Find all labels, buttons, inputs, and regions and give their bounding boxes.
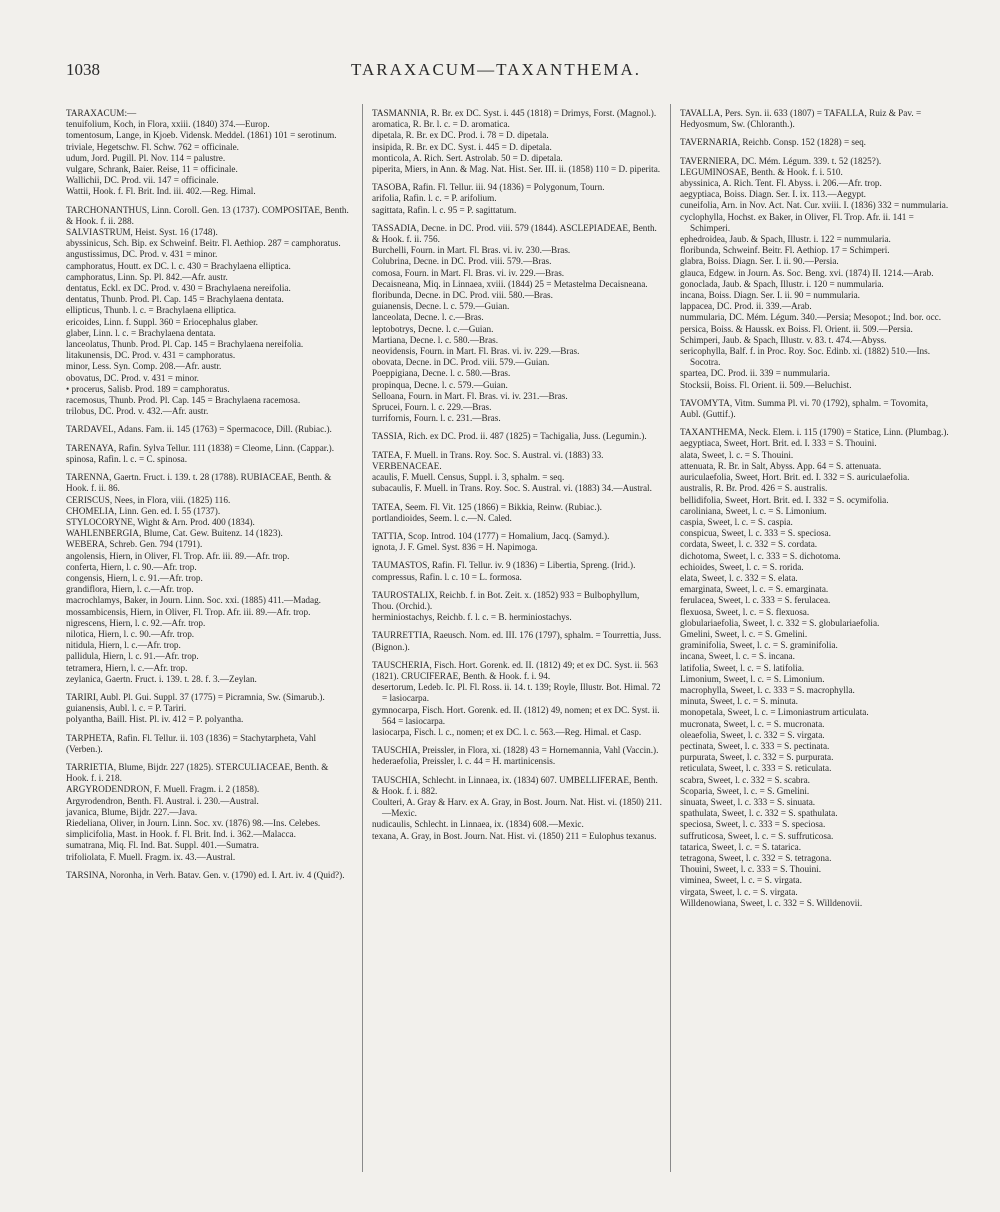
entry-line: graminifolia, Sweet, l. c. = S. graminifolia. xyxy=(680,640,838,651)
entry-line: Riedeliana, Oliver, in Journ. Linn. Soc. xv. (1876) 98.—Ins. Celebes. xyxy=(66,817,321,828)
entry-line: spinosa, Rafin. l. c. = C. spinosa. xyxy=(66,453,188,464)
entry-line: incana, Sweet, l. c. = S. incana. xyxy=(680,651,795,662)
entry-line: ferulacea, Sweet, l. c. 333 = S. ferulacea. xyxy=(680,595,831,606)
entry-line: caroliniana, Sweet, l. c. = S. Limonium. xyxy=(680,505,827,516)
entry-line: angolensis, Hiern, in Oliver, Fl. Trop. Afr. iii. 89.—Afr. trop. xyxy=(66,550,290,561)
entry-line: arifolia, Rafin. l. c. = P. arifolium. xyxy=(372,193,497,204)
entry-heading: TARRIETIA, Blume, Bijdr. 227 (1825). STERCULIACEAE, Benth. & Hook. f. i. 218. xyxy=(66,761,329,784)
entry-line: virgata, Sweet, l. c. = S. virgata. xyxy=(680,886,798,897)
entry-line: ARGYRODENDRON, F. Muell. Fragm. i. 2 (1858). xyxy=(66,784,260,795)
entry-line: CHOMELIA, Linn. Gen. ed. I. 55 (1737). xyxy=(66,505,221,516)
entry-line: neovidensis, Fourn. in Mart. Fl. Bras. vi. iv. 229.—Bras. xyxy=(372,346,580,357)
entry-line: Stocksii, Boiss. Fl. Orient. ii. 509.—Beluchist. xyxy=(680,379,852,390)
entry-line: Martiana, Decne. l. c. 580.—Bras. xyxy=(372,334,499,345)
entry-line: STYLOCORYNE, Wight & Arn. Prod. 400 (1834). xyxy=(66,516,255,527)
entry-line: australis, R. Br. Prod. 426 = S. australis. xyxy=(680,483,828,494)
entry-line: dentatus, Thunb. Prod. Pl. Cap. 145 = Brachylaena dentata. xyxy=(66,294,284,305)
entry-line: lappacea, DC. Prod. ii. 339.—Arab. xyxy=(680,301,812,312)
entry-line: guianensis, Decne. l. c. 579.—Guian. xyxy=(372,301,510,312)
entry-line: lanceolata, Decne. l. c.—Bras. xyxy=(372,312,484,323)
entry-line: Selloana, Fourn. in Mart. Fl. Bras. vi. iv. 231.—Bras. xyxy=(372,390,568,401)
entry-line: nilotica, Hiern, l. c. 90.—Afr. trop. xyxy=(66,628,195,639)
entry-line: oleaefolia, Sweet, l. c. 332 = S. virgata. xyxy=(680,729,825,740)
genus-entry xyxy=(66,443,352,465)
entry-heading: TAVERNARIA, Reichb. Consp. 152 (1828) = seq. xyxy=(680,137,866,148)
entry-line: flexuosa, Sweet, l. c. = S. flexuosa. xyxy=(680,606,810,617)
entry-heading: TATEA, F. Muell. in Trans. Roy. Soc. S. Austral. vi. (1883) 33. VERBENACEAE. xyxy=(372,449,604,471)
entry-line: sumatrana, Miq. Fl. Ind. Bat. Suppl. 401.—Sumatra. xyxy=(66,840,259,851)
entry-line: angustissimus, DC. Prod. v. 431 = minor. xyxy=(66,249,218,260)
entry-line: pectinata, Sweet, l. c. 333 = S. pectinata. xyxy=(680,740,830,751)
entry-line: monticola, A. Rich. Sert. Astrolab. 50 = D. dipetala. xyxy=(372,152,563,163)
entry-line: speciosa, Sweet, l. c. 333 = S. speciosa. xyxy=(680,819,826,830)
entry-line: lanceolatus, Thunb. Prod. Pl. Cap. 145 = Brachylaena nereifolia. xyxy=(66,339,304,350)
entry-line: propinqua, Decne. l. c. 579.—Guian. xyxy=(372,379,508,390)
genus-entry xyxy=(372,450,662,495)
entry-line: obovatus, DC. Prod. v. 431 = minor. xyxy=(66,372,199,383)
genus-entry xyxy=(372,108,662,175)
entry-line: nitidula, Hiern, l. c.—Afr. trop. xyxy=(66,640,181,651)
entry-line: macrochlamys, Baker, in Journ. Linn. Soc. xxi. (1885) 411.—Madag. xyxy=(66,595,321,606)
entry-line: mossambicensis, Hiern, in Oliver, Fl. Trop. Afr. iii. 89.—Afr. trop. xyxy=(66,606,311,617)
running-title: TARAXACUM—TAXANTHEMA. xyxy=(350,60,642,79)
entry-heading: TASSADIA, Decne. in DC. Prod. viii. 579 (1844). ASCLEPIADEAE, Benth. & Hook. f. ii. 756. xyxy=(372,222,657,245)
entry-line: trilobus, DC. Prod. v. 432.—Afr. austr. xyxy=(66,406,209,417)
entry-heading: TARSINA, Noronha, in Verh. Batav. Gen. v. (1790) ed. I. Art. iv. 4 (Quid?). xyxy=(66,869,345,880)
genus-entry xyxy=(372,630,662,652)
entry-line: camphoratus, Linn. Sp. Pl. 842.—Afr. austr. xyxy=(66,271,228,282)
entry-line: alata, Sweet, l. c. = S. Thouini. xyxy=(680,449,794,460)
entry-line: congensis, Hiern, l. c. 91.—Afr. trop. xyxy=(66,572,203,583)
column-rule xyxy=(670,104,671,1172)
entry-heading: TARIRI, Aubl. Pl. Gui. Suppl. 37 (1775) = Picramnia, Sw. (Simarub.). xyxy=(66,691,325,702)
entry-line: Argyrodendron, Benth. Fl. Austral. i. 230.—Austral. xyxy=(66,795,259,806)
entry-line: pallidula, Hiern, l. c. 91.—Afr. trop. xyxy=(66,651,199,662)
genus-entry xyxy=(680,108,950,130)
entry-line: gymnocarpa, Fisch. Hort. Gorenk. ed. II. (1812) 49, nomen; et ex DC. Syst. ii. 564 = lasiocarpa. xyxy=(372,704,660,726)
entry-line: piperita, Miers, in Ann. & Mag. Nat. Hist. Ser. III. ii. (1858) 110 = D. piperita. xyxy=(372,164,661,175)
entry-line: grandiflora, Hiern, l. c.—Afr. trop. xyxy=(66,584,194,595)
entry-line: Thouini, Sweet, l. c. 333 = S. Thouini. xyxy=(680,864,822,875)
entry-line: conferta, Hiern, l. c. 90.—Afr. trop. xyxy=(66,561,197,572)
entry-line: dipetala, R. Br. ex DC. Prod. i. 78 = D. dipetala. xyxy=(372,130,549,141)
column-2 xyxy=(372,108,662,849)
column-1 xyxy=(66,108,352,888)
entry-line: attenuata, R. Br. in Salt, Abyss. App. 64 = S. attenuata. xyxy=(680,460,882,471)
entry-line: floribunda, Decne. in DC. Prod. viii. 580.—Bras. xyxy=(372,290,553,301)
entry-line: sericophylla, Balf. f. in Proc. Roy. Soc. Edinb. xi. (1882) 510.—Ins. Socotra. xyxy=(680,346,930,368)
entry-line: CERISCUS, Nees, in Flora, viii. (1825) 116. xyxy=(66,494,231,505)
entry-line: portlandioides, Seem. l. c.—N. Caled. xyxy=(372,512,512,523)
entry-heading: TARCHONANTHUS, Linn. Coroll. Gen. 13 (1737). COMPOSITAE, Benth. & Hook. f. ii. 288. xyxy=(66,204,349,226)
entry-line: latifolia, Sweet, l. c. = S. latifolia. xyxy=(680,662,805,673)
column-3 xyxy=(680,108,950,916)
genus-entry xyxy=(66,870,352,881)
entry-line: reticulata, Sweet, l. c. 333 = S. reticulata. xyxy=(680,763,832,774)
entry-line: sagittata, Rafin. l. c. 95 = P. sagittatum. xyxy=(372,204,517,215)
entry-line: zeylanica, Gaertn. Fruct. i. 139. t. 28. f. 3.—Zeylan. xyxy=(66,673,257,684)
genus-entry xyxy=(66,424,352,435)
genus-entry xyxy=(66,108,352,198)
entry-line: purpurata, Sweet, l. c. 332 = S. purpurata. xyxy=(680,752,834,763)
entry-heading: TAVALLA, Pers. Syn. ii. 633 (1807) = TAFALLA, Ruiz & Pav. = Hedyosmum, Sw. (Chloranth.). xyxy=(680,108,922,130)
entry-line: tatarica, Sweet, l. c. = S. tatarica. xyxy=(680,841,801,852)
entry-line: glauca, Edgew. in Journ. As. Soc. Beng. xvi. (1874) II. 1214.—Arab. xyxy=(680,267,934,278)
entry-line: subacaulis, F. Muell. in Trans. Roy. Soc. S. Austral. vi. (1883) 34.—Austral. xyxy=(372,483,652,494)
entry-line: floribunda, Schweinf. Beitr. Fl. Aethiop. 17 = Schimperi. xyxy=(680,245,890,256)
entry-line: scabra, Sweet, l. c. 332 = S. scabra. xyxy=(680,774,810,785)
entry-line: desertorum, Ledeb. Ic. Pl. Fl. Ross. ii. 14. t. 139; Royle, Illustr. Bot. Himal. 72 = lasiocarpa. xyxy=(372,682,661,704)
genus-entry xyxy=(680,398,950,420)
entry-line: spathulata, Sweet, l. c. 332 = S. spathulata. xyxy=(680,808,838,819)
entry-line: acaulis, F. Muell. Census, Suppl. i. 3, sphalm. = seq. xyxy=(372,472,565,483)
entry-line: auriculaefolia, Sweet, Hort. Brit. ed. I. 332 = S. auriculaefolia. xyxy=(680,472,910,483)
entry-line: Decaisneana, Miq. in Linnaea, xviii. (1844) 25 = Metastelma Decaisneana. xyxy=(372,278,648,289)
entry-line: WAHLENBERGIA, Blume, Cat. Gew. Buitenz. 14 (1823). xyxy=(66,528,283,539)
genus-entry xyxy=(372,182,662,216)
entry-line: Limonium, Sweet, l. c. = S. Limonium. xyxy=(680,673,825,684)
entry-line: Schimperi, Jaub. & Spach, Illustr. v. 83. t. 474.—Abyss. xyxy=(680,334,887,345)
entry-line: litakunensis, DC. Prod. v. 431 = camphoratus. xyxy=(66,350,236,361)
entry-heading: TASSIA, Rich. ex DC. Prod. ii. 487 (1825) = Tachigalia, Juss. (Legumin.). xyxy=(372,431,647,442)
entry-line: nummularia, DC. Mém. Légum. 340.—Persia; Mesopot.; Ind. bor. occ. xyxy=(680,312,942,323)
genus-entry xyxy=(372,590,662,624)
entry-heading: TARPHETA, Rafin. Fl. Tellur. ii. 103 (1836) = Stachytarpheta, Vahl (Verben.). xyxy=(66,732,316,754)
entry-line: Burchelli, Fourn. in Mart. Fl. Bras. vi. iv. 230.—Bras. xyxy=(372,245,571,256)
genus-entry xyxy=(372,775,662,842)
entry-line: minuta, Sweet, l. c. = S. minuta. xyxy=(680,696,798,707)
entry-heading: TAUSCHERIA, Fisch. Hort. Gorenk. ed. II. (1812) 49; et ex DC. Syst. ii. 563 (1821). CRUCIFERAE, Benth. & Hook. f. i. 94. xyxy=(372,659,659,681)
entry-line: trifoliolata, F. Muell. Fragm. ix. 43.—Austral. xyxy=(66,851,236,862)
entry-line: ephedroidea, Jaub. & Spach, Illustr. i. 122 = nummularia. xyxy=(680,234,891,245)
entry-line: conspicua, Sweet, l. c. 333 = S. speciosa. xyxy=(680,528,831,539)
entry-line: dentatus, Eckl. ex DC. Prod. v. 430 = Brachylaena nereifolia. xyxy=(66,283,291,294)
entry-line: guianensis, Aubl. l. c. = P. Tariri. xyxy=(66,703,187,714)
entry-line: Scoparia, Sweet, l. c. = S. Gmelini. xyxy=(680,785,810,796)
entry-line: bellidifolia, Sweet, Hort. Brit. ed. I. 332 = S. ocymifolia. xyxy=(680,494,889,505)
entry-line: WEBERA, Schreb. Gen. 794 (1791). xyxy=(66,539,203,550)
entry-line: glabra, Boiss. Diagn. Ser. I. ii. 90.—Persia. xyxy=(680,256,839,267)
entry-line: minor, Less. Syn. Comp. 208.—Afr. austr. xyxy=(66,361,222,372)
entry-heading: TAUROSTALIX, Reichb. f. in Bot. Zeit. x. (1852) 933 = Bulbophyllum, Thou. (Orchid.). xyxy=(372,589,640,611)
entry-line: cyclophylla, Hochst. ex Baker, in Oliver, Fl. Trop. Afr. ii. 141 = Schimperi. xyxy=(680,211,914,233)
entry-line: abyssinica, A. Rich. Tent. Fl. Abyss. i. 206.—Afr. trop. xyxy=(680,178,882,189)
genus-entry xyxy=(66,762,352,863)
entry-heading: TAURRETTIA, Raeusch. Nom. ed. III. 176 (1797), sphalm. = Tourrettia, Juss. (Bignon.). xyxy=(372,630,662,652)
entry-heading: TASOBA, Rafin. Fl. Tellur. iii. 94 (1836) = Polygonum, Tourn. xyxy=(372,182,605,193)
entry-line: persica, Boiss. & Haussk. ex Boiss. Fl. Orient. ii. 509.—Persia. xyxy=(680,323,913,334)
entry-heading: TARAXACUM:— xyxy=(66,108,137,118)
genus-entry xyxy=(66,733,352,755)
entry-line: comosa, Fourn. in Mart. Fl. Bras. vi. iv. 229.—Bras. xyxy=(372,267,565,278)
page-number: 1038 xyxy=(66,60,100,79)
entry-line: ericoides, Linn. f. Suppl. 360 = Eriocephalus glaber. xyxy=(66,316,258,327)
entry-line: nigrescens, Hiern, l. c. 92.—Afr. trop. xyxy=(66,617,206,628)
entry-heading: TAVERNIERA, DC. Mém. Légum. 339. t. 52 (1825?). LEGUMINOSAE, Benth. & Hook. f. i. 510. xyxy=(680,155,882,177)
entry-heading: TATEA, Seem. Fl. Vit. 125 (1866) = Bikkia, Reinw. (Rubiac.). xyxy=(372,501,602,512)
entry-line: turrifornis, Fourn. l. c. 231.—Bras. xyxy=(372,413,501,424)
entry-line: monopetala, Sweet, l. c. = Limoniastrum articulata. xyxy=(680,707,869,718)
genus-entry xyxy=(372,431,662,442)
genus-entry xyxy=(372,660,662,738)
entry-line: ignota, J. F. Gmel. Syst. 836 = H. Napimoga. xyxy=(372,542,538,553)
entry-line: dichotoma, Sweet, l. c. 333 = S. dichotoma. xyxy=(680,550,841,561)
entry-heading: TASMANNIA, R. Br. ex DC. Syst. i. 445 (1818) = Drimys, Forst. (Magnol.). xyxy=(372,108,657,118)
entry-heading: TAUSCHIA, Preissler, in Flora, xi. (1828) 43 = Hornemannia, Vahl (Vaccin.). xyxy=(372,745,659,756)
entry-line: hederaefolia, Preissler, l. c. 44 = H. martinicensis. xyxy=(372,756,556,767)
entry-line: echioides, Sweet, l. c. = S. rorida. xyxy=(680,561,804,572)
entry-line: aegyptiaca, Boiss. Diagn. Ser. I. ix. 113.—Aegypt. xyxy=(680,189,866,200)
entry-line: texana, A. Gray, in Bost. Journ. Nat. Hist. vi. (1850) 211 = Eulophus texanus. xyxy=(372,830,657,841)
entry-line: lasiocarpa, Fisch. l. c., nomen; et ex DC. l. c. 563.—Reg. Himal. et Casp. xyxy=(372,726,642,737)
entry-line: herminiostachys, Reichb. f. l. c. = B. herminiostachys. xyxy=(372,612,572,623)
entry-line: leptobotrys, Decne. l. c.—Guian. xyxy=(372,323,494,334)
entry-line: camphoratus, Houtt. ex DC. l. c. 430 = Brachylaena elliptica. xyxy=(66,260,291,271)
entry-line: globulariaefolia, Sweet, l. c. 332 = S. globulariaefolia. xyxy=(680,617,880,628)
entry-line: Coulteri, A. Gray & Harv. ex A. Gray, in Bost. Journ. Nat. Hist. vi. (1850) 211.—Mexic. xyxy=(372,796,662,819)
entry-line: Wallichii, DC. Prod. vii. 147 = officinale. xyxy=(66,175,219,186)
entry-line: Wattii, Hook. f. Fl. Brit. Ind. iii. 402.—Reg. Himal. xyxy=(66,186,256,197)
page-header xyxy=(66,60,926,86)
entry-line: udum, Jord. Pugill. Pl. Nov. 114 = palustre. xyxy=(66,152,226,163)
genus-entry xyxy=(372,502,662,524)
entry-line: vulgare, Schrank, Baier. Reise, 11 = officinale. xyxy=(66,164,238,175)
genus-entry xyxy=(680,427,950,909)
entry-heading: TAUMASTOS, Rafin. Fl. Tellur. iv. 9 (1836) = Libertia, Spreng. (Irid.). xyxy=(372,560,636,571)
entry-line: mucronata, Sweet, l. c. = S. mucronata. xyxy=(680,718,825,729)
entry-line: abyssinicus, Sch. Bip. ex Schweinf. Beitr. Fl. Aethiop. 287 = camphoratus. xyxy=(66,238,341,249)
entry-heading: TATTIA, Scop. Introd. 104 (1777) = Homalium, Jacq. (Samyd.). xyxy=(372,530,610,541)
entry-line: macrophylla, Sweet, l. c. 333 = S. macrophylla. xyxy=(680,684,855,695)
entry-line: viminea, Sweet, l. c. = S. virgata. xyxy=(680,875,802,886)
entry-line: emarginata, Sweet, l. c. = S. emarginata. xyxy=(680,584,829,595)
entry-line: SALVIASTRUM, Heist. Syst. 16 (1748). xyxy=(66,227,218,238)
genus-entry xyxy=(372,223,662,425)
entry-line: cuneifolia, Arn. in Nov. Act. Nat. Cur. xviii. I. (1836) 332 = nummularia. xyxy=(680,200,949,211)
entry-line: obovata, Decne. in DC. Prod. viii. 579.—Guian. xyxy=(372,357,550,368)
entry-line: Poeppigiana, Decne. l. c. 580.—Bras. xyxy=(372,368,511,379)
entry-line: aromatica, R. Br. l. c. = D. aromatica. xyxy=(372,119,510,130)
entry-line: spartea, DC. Prod. ii. 339 = nummularia. xyxy=(680,368,830,379)
entry-line: caspia, Sweet, l. c. = S. caspia. xyxy=(680,516,793,527)
entry-line: tetragona, Sweet, l. c. 332 = S. tetragona. xyxy=(680,853,832,863)
genus-entry xyxy=(66,205,352,418)
entry-line: incana, Boiss. Diagn. Ser. I. ii. 90 = nummularia. xyxy=(680,290,860,301)
genus-entry xyxy=(372,745,662,767)
entry-line: racemosus, Thunb. Prod. Pl. Cap. 145 = Brachylaena racemosa. xyxy=(66,395,301,406)
entry-line: tomentosum, Lange, in Kjoeb. Vidensk. Meddel. (1861) 101 = serotinum. xyxy=(66,130,337,141)
entry-line: tetramera, Hiern, l. c.—Afr. trop. xyxy=(66,662,188,673)
entry-line: insipida, R. Br. ex DC. Syst. i. 445 = D. dipetala. xyxy=(372,141,552,152)
entry-line: elata, Sweet, l. c. 332 = S. elata. xyxy=(680,572,798,583)
entry-heading: TAVOMYTA, Vitm. Summa Pl. vi. 70 (1792), sphalm. = Tovomita, Aubl. (Guttif.). xyxy=(680,397,929,420)
entry-line: glaber, Linn. l. c. = Brachylaena dentata. xyxy=(66,327,216,338)
entry-line: gonoclada, Jaub. & Spach, Illustr. i. 120 = nummularia. xyxy=(680,278,884,289)
entry-line: javanica, Blume, Bijdr. 227.—Java. xyxy=(66,806,198,817)
column-rule xyxy=(362,104,363,1172)
entry-line: Gmelini, Sweet, l. c. = S. Gmelini. xyxy=(680,628,808,639)
entry-line: ellipticus, Thunb. l. c. = Brachylaena elliptica. xyxy=(66,305,237,316)
entry-heading: TARDAVEL, Adans. Fam. ii. 145 (1763) = Spermacoce, Dill. (Rubiac.). xyxy=(66,424,332,435)
entry-line: sinuata, Sweet, l. c. 333 = S. sinuata. xyxy=(680,796,816,807)
genus-entry xyxy=(680,137,950,148)
entry-line: nudicaulis, Schlecht. in Linnaea, ix. (1834) 608.—Mexic. xyxy=(372,819,584,830)
genus-entry xyxy=(66,692,352,726)
genus-entry xyxy=(680,156,950,391)
entry-line: cordata, Sweet, l. c. 332 = S. cordata. xyxy=(680,539,818,550)
genus-entry xyxy=(372,531,662,553)
entry-line: Sprucei, Fourn. l. c. 229.—Bras. xyxy=(372,402,492,413)
entry-line: triviale, Hegetschw. Fl. Schw. 762 = officinale. xyxy=(66,141,239,152)
entry-heading: TARENNA, Gaertn. Fruct. i. 139. t. 28 (1788). RUBIACEAE, Benth. & Hook. f. ii. 86. xyxy=(66,472,332,494)
entry-line: aegyptiaca, Sweet, Hort. Brit. ed. I. 333 = S. Thouini. xyxy=(680,438,877,449)
entry-heading: TAUSCHIA, Schlecht. in Linnaea, ix. (1834) 607. UMBELLIFERAE, Benth. & Hook. f. i. 882. xyxy=(372,774,658,796)
entry-line: tenuifolium, Koch, in Flora, xxiii. (1840) 374.—Europ. xyxy=(66,119,270,130)
entry-line: Colubrina, Decne. in DC. Prod. viii. 579.—Bras. xyxy=(372,256,552,267)
entry-line: • procerus, Salisb. Prod. 189 = camphoratus. xyxy=(66,383,230,394)
genus-entry xyxy=(66,472,352,685)
entry-line: polyantha, Baill. Hist. Pl. iv. 412 = P. polyantha. xyxy=(66,714,244,725)
genus-entry xyxy=(372,560,662,582)
entry-line: simplicifolia, Mast. in Hook. f. Fl. Brit. Ind. i. 362.—Malacca. xyxy=(66,829,296,840)
entry-heading: TARENAYA, Rafin. Sylva Tellur. 111 (1838) = Cleome, Linn. (Cappar.). xyxy=(66,442,334,453)
entry-line: Willdenowiana, Sweet, l. c. 332 = S. Willdenovii. xyxy=(680,897,863,908)
entry-line: compressus, Rafin. l. c. 10 = L. formosa. xyxy=(372,571,522,582)
entry-line: suffruticosa, Sweet, l. c. = S. suffruticosa. xyxy=(680,830,834,841)
entry-heading: TAXANTHEMA, Neck. Elem. i. 115 (1790) = Statice, Linn. (Plumbag.). xyxy=(680,427,949,438)
